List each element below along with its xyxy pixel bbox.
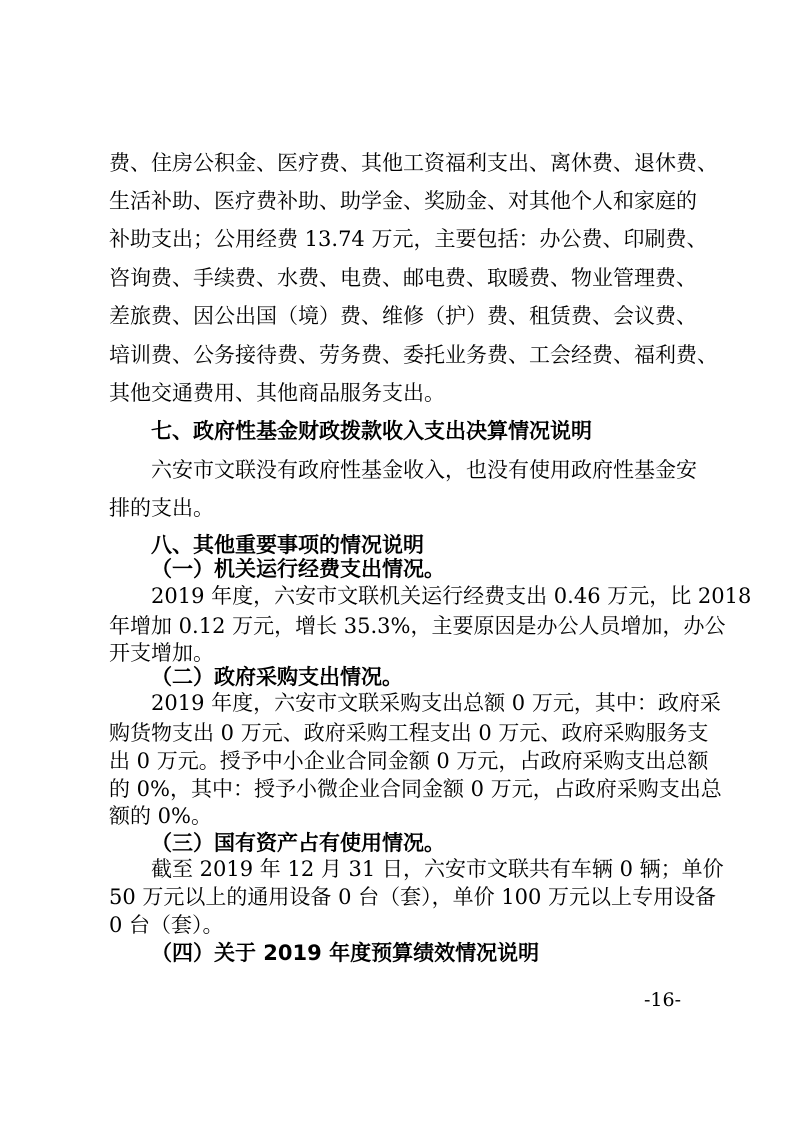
- body-line: 截至 2019 年 12 月 31 日，六安市文联共有车辆 0 辆；单价: [151, 857, 724, 881]
- subsection-heading-1: （一）机关运行经费支出情况。: [151, 557, 445, 581]
- section-heading-8: 八、其他重要事项的情况说明: [151, 533, 424, 557]
- page-number: -16-: [644, 989, 682, 1011]
- subsection-heading-2: （二）政府采购支出情况。: [151, 665, 403, 689]
- body-line: 补助支出；公用经费 13.74 万元，主要包括：办公费、印刷费、: [109, 227, 708, 251]
- body-line: 额的 0%。: [109, 804, 212, 828]
- body-line: 50 万元以上的通用设备 0 台（套），单价 100 万元以上专用设备: [109, 885, 717, 909]
- body-line: 0 台（套）。: [109, 913, 224, 937]
- body-line: 差旅费、因公出国（境）费、维修（护）费、租赁费、会议费、: [109, 304, 697, 328]
- body-line: 的 0%，其中：授予小微企业合同金额 0 万元，占政府采购支出总: [109, 777, 722, 801]
- body-line: 2019 年度，六安市文联机关运行经费支出 0.46 万元，比 2018: [151, 584, 752, 608]
- body-line: 培训费、公务接待费、劳务费、委托业务费、工会经费、福利费、: [109, 343, 718, 367]
- body-line: 出 0 万元。授予中小企业合同金额 0 万元，占政府采购支出总额: [109, 749, 709, 773]
- body-line: 排的支出。: [109, 496, 214, 520]
- body-line: 生活补助、医疗费补助、助学金、奖励金、对其他个人和家庭的: [109, 189, 697, 213]
- body-line: 六安市文联没有政府性基金收入，也没有使用政府性基金安: [151, 458, 697, 482]
- subsection-heading-3: （三）国有资产占有使用情况。: [151, 831, 445, 855]
- body-line: 年增加 0.12 万元，增长 35.3%，主要原因是办公人员增加，办公: [109, 614, 726, 638]
- body-line: 其他交通费用、其他商品服务支出。: [109, 381, 445, 405]
- body-line: 购货物支出 0 万元、政府采购工程支出 0 万元、政府采购服务支: [109, 721, 709, 745]
- body-line: 2019 年度，六安市文联采购支出总额 0 万元，其中：政府采: [151, 691, 721, 715]
- subsection-heading-4: （四）关于 2019 年度预算绩效情况说明: [151, 941, 540, 965]
- body-line: 咨询费、手续费、水费、电费、邮电费、取暖费、物业管理费、: [109, 266, 697, 290]
- body-line: 费、住房公积金、医疗费、其他工资福利支出、离休费、退休费、: [109, 151, 718, 175]
- body-line: 开支增加。: [109, 641, 214, 665]
- section-heading-7: 七、政府性基金财政拨款收入支出决算情况说明: [151, 419, 592, 443]
